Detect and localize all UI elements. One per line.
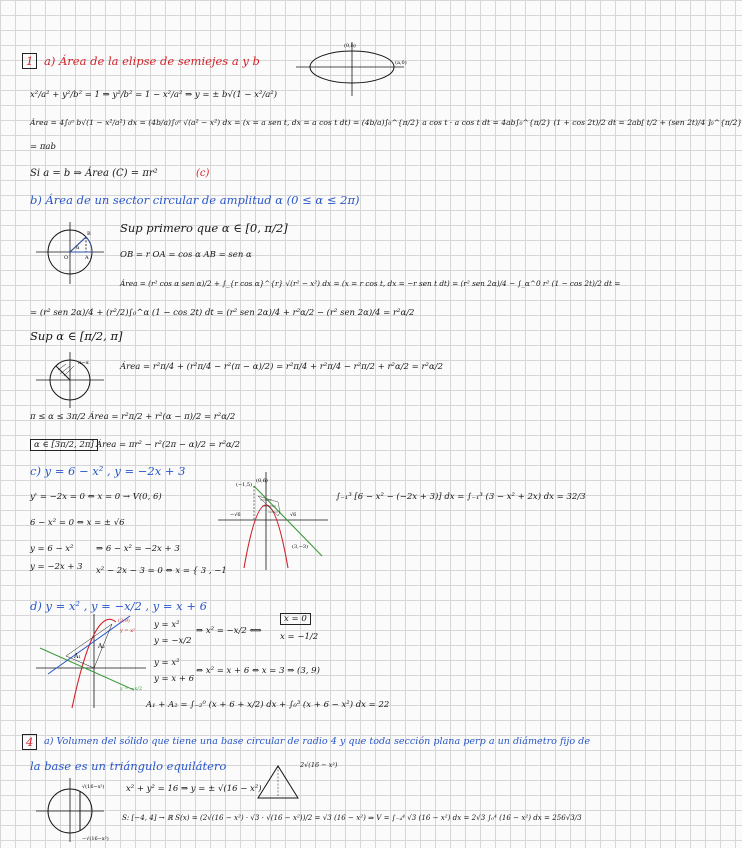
p1d-s1box: x = 0: [280, 614, 311, 624]
sector-alpha-label: α: [76, 245, 80, 251]
p1c-sys2: y = −2x + 3: [30, 562, 83, 572]
p1d-title: d) y = x² , y = −x/2 , y = x + 6: [30, 599, 207, 613]
problem-1a-title: a) Área de la elipse de semiejes a y b: [44, 54, 260, 68]
p1d-s1d: x = −1/2: [280, 632, 319, 642]
p1c-int: ∫₋₁³ [6 − x² − (−2x + 3)] dx = ∫₋₁³ (3 − x² + 2x) dx = 32/3: [336, 492, 586, 502]
p1d-s1c: ⇒ x² = −x/2 ⟺: [196, 626, 262, 636]
parab-p-label: (3,−3): [292, 544, 309, 550]
parabola-figure: [218, 472, 330, 572]
p4a-title1: a) Volumen del sólido que tiene una base circular de radio 4 y que toda sección plana perp a un diámetro fijo de: [44, 736, 590, 747]
sector-figure-2: [36, 352, 106, 410]
region-a2-label: A₂: [98, 643, 105, 650]
p1b-eq5: Área = πr² − r²(2π − α)/2 = r²α/2: [96, 440, 241, 450]
p1d-int: A₁ + A₂ = ∫₋₂⁰ (x + 6 + x/2) dx + ∫₀³ (x + 6 − x²) dx = 22: [146, 700, 390, 710]
parab-r-label: √6: [290, 512, 297, 518]
p1d-s1a: y = x²: [154, 620, 180, 630]
ellipse-a-label: (a,0): [395, 60, 407, 66]
sector-B-label: B: [87, 231, 91, 237]
base-circle-figure: [36, 778, 109, 844]
parab-l-label: −√6: [230, 512, 241, 518]
p4a-eq2: S: [−4, 4] → ℝ S(x) = (2√(16 − x²) · √3 · √(16 − x²))/2 = √3 (16 − x²) ⇒ V = ∫₋₄⁴ √3 (16 − x²) dx = 2√3 ∫₀⁴ (16 − x²) dx = 256√3/3: [122, 813, 582, 822]
solid-label-bottom: −√(16−x²): [82, 836, 109, 842]
d-p3-label: y = −x/2: [120, 686, 143, 692]
p1a-eq3: = πab: [30, 142, 56, 152]
sector-A-label: A: [85, 255, 89, 261]
p1a-ok: (c): [196, 168, 210, 179]
p1a-eq1: x²/a² + y²/b² = 1 ⇒ y²/b² = 1 − x²/a² ⇒ y = ± b√(1 − x²/a²): [30, 90, 278, 100]
p1b-eq1: Área = (r² cos α sen α)/2 + ∫_{r cos α}^{r} √(r² − x²) dx = (x = r cos t, dx = −r sen t dt) = (r² sen 2α)/4 − ∫_α^0 r² (1 − cos 2t)/2 dt =: [120, 279, 621, 288]
p4a-tri: 2√(16 − x²): [300, 761, 338, 769]
p1b-def: OB = r OA = cos α AB = sen α: [120, 250, 252, 260]
p1d-s2a: y = x²: [154, 658, 180, 668]
ellipse-figure: [296, 40, 406, 100]
p1b-eq3: Área = r²π/4 + (r²π/4 − r²(π − α)/2) = r²π/4 + r²π/4 − r²π/2 + r²α/2 = r²α/2: [120, 362, 443, 372]
p1d-s1b: y = −x/2: [154, 636, 192, 646]
p1b-title: b) Área de un sector circular de amplitud α (0 ≤ α ≤ 2π): [30, 193, 360, 207]
p4a-eq1: x² + y² = 16 ⇒ y = ± √(16 − x²): [126, 784, 262, 794]
sector-O-label: O: [64, 255, 69, 261]
p1c-sys3: ⇒ 6 − x² = −2x + 3: [96, 544, 180, 554]
ellipse-b-label: (0,b): [344, 43, 356, 49]
d-p1-label: (3,9): [118, 618, 130, 624]
region-a1-label: A₁: [74, 653, 81, 660]
p1d-s2b: y = x + 6: [154, 674, 195, 684]
triangle-figure: [254, 764, 304, 800]
p1b-sup2: Sup α ∈ [π/2, π]: [30, 329, 123, 343]
parab-v-label: (0,6): [256, 478, 268, 484]
p1b-eq2: = (r² sen 2α)/4 + (r²/2)∫₀^α (1 − cos 2t) dt = (r² sen 2α)/4 + r²α/2 − (r² sen 2α)/4 = r²α/2: [30, 308, 415, 318]
p1b-box: α ∈ [3π/2, 2π]: [30, 440, 98, 450]
problem-4-label: 4: [22, 736, 37, 750]
problem-1-label: 1: [22, 55, 37, 69]
sector2-alpha-label: π−α: [78, 360, 89, 366]
p1c-sys4: x² − 2x − 3 = 0 ⇔ x = { 3 , −1: [96, 566, 227, 576]
region-figure: [36, 614, 148, 710]
parab-q-label: (−1,5): [236, 482, 253, 488]
p1b-eq4: π ≤ α ≤ 3π/2 Área = r²π/2 + r²(α − π)/2 = r²α/2: [30, 412, 236, 422]
p4a-title2: la base es un triángulo equilátero: [30, 759, 227, 773]
p1d-s2c: ⇔ x² = x + 6 ⇔ x = 3 ⇒ (3, 9): [196, 666, 320, 676]
solid-label-top: √(16−x²): [82, 784, 105, 790]
p1b-sup1: Sup primero que α ∈ [0, π/2]: [120, 221, 288, 235]
p1c-sys1: y = 6 − x²: [30, 544, 74, 554]
p1c-title: c) y = 6 − x² , y = −2x + 3: [30, 464, 186, 478]
d-p2-label: y = x²: [120, 628, 136, 634]
p1a-eq2: Área = 4∫₀ᵃ b√(1 − x²/a²) dx = (4b/a)∫₀ᵃ √(a² − x²) dx = (x = a sen t, dx = a cos t dt) = (4b/a)∫₀^{π/2} a cos t · a cos t dt = 4ab∫₀^{π/2} (1 + cos 2t)/2 dt = 2ab[ t/2 + (sen 2t)/4 ]₀^{π/2}: [30, 118, 742, 127]
p1a-eq4: Si a = b ⇒ Área (C) = πr²: [30, 168, 158, 179]
p1c-eq1: y' = −2x = 0 ⇔ x = 0 → V(0, 6): [30, 492, 162, 502]
sector-figure-1: [36, 222, 106, 286]
p1c-eq2: 6 − x² = 0 ⇔ x = ± √6: [30, 518, 125, 528]
